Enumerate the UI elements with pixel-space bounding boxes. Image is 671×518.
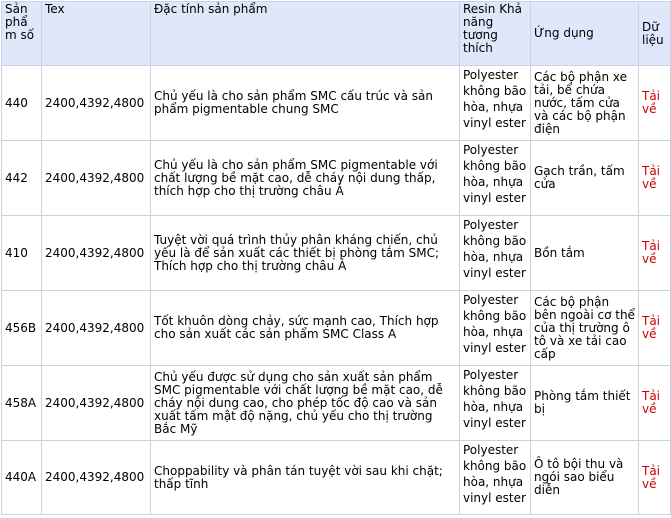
cell-resin: Polyester không bão hòa, nhựa vinyl ester [460, 366, 531, 441]
header-row [2, 2, 671, 66]
cell-product-no: 458A [2, 366, 42, 441]
cell-resin: Polyester không bão hòa, nhựa vinyl ester [460, 291, 531, 366]
cell-features: Chủ yếu được sử dụng cho sản xuất sản phẩm SMC pigmentable với chất lượng bề mặt cao, dễ cháy nội dung cao, cho phép tốc độ cao và sản xuất tấm mật độ nặng, chủ yếu cho thị trường Bắc Mỹ [151, 366, 460, 441]
cell-application: Các bộ phận bên ngoài cơ thể của thị trường ô tô và xe tải cao cấp [531, 291, 639, 366]
cell-data [639, 441, 671, 515]
header-resin: Resin Khả năng tương thích [460, 2, 531, 66]
table-body [2, 66, 671, 515]
cell-tex: 2400,4392,4800 [42, 216, 151, 291]
cell-resin: Polyester không bão hòa, nhựa vinyl ester [460, 216, 531, 291]
cell-application: Các bộ phận xe tải, bể chứa nước, tấm cửa và các bộ phận điện [531, 66, 639, 141]
cell-features: Choppability và phân tán tuyệt vời sau khi chặt; thấp tĩnh [151, 441, 460, 515]
cell-data [639, 291, 671, 366]
cell-resin: Polyester không bão hòa, nhựa vinyl ester [460, 66, 531, 141]
table-row [2, 366, 671, 441]
product-table [1, 1, 671, 515]
cell-features: Chủ yếu là cho sản phẩm SMC pigmentable với chất lượng bề mặt cao, dễ cháy nội dung thấp, thích hợp cho thị trường châu Á [151, 141, 460, 216]
cell-product-no: 440 [2, 66, 42, 141]
cell-tex: 2400,4392,4800 [42, 366, 151, 441]
table-row [2, 66, 671, 141]
cell-application: Gạch trần, tấm cửa [531, 141, 639, 216]
table-row [2, 141, 671, 216]
cell-features: Chủ yếu là cho sản phẩm SMC cấu trúc và sản phẩm pigmentable chung SMC [151, 66, 460, 141]
cell-resin: Polyester không bão hòa, nhựa vinyl ester [460, 141, 531, 216]
table-row [2, 441, 671, 515]
cell-product-no: 440A [2, 441, 42, 515]
cell-tex: 2400,4392,4800 [42, 66, 151, 141]
download-link[interactable]: Tải về [642, 389, 661, 416]
header-product-no: Sản phẩm số [2, 2, 42, 66]
download-link[interactable]: Tải về [642, 89, 661, 116]
download-link[interactable]: Tải về [642, 314, 661, 341]
cell-product-no: 442 [2, 141, 42, 216]
cell-application: Ô tô bội thu và ngói sao biểu diễn [531, 441, 639, 515]
header-application: Ứng dụng [531, 2, 639, 66]
cell-data [639, 66, 671, 141]
cell-tex: 2400,4392,4800 [42, 441, 151, 515]
table-row [2, 291, 671, 366]
table-row [2, 216, 671, 291]
cell-tex: 2400,4392,4800 [42, 141, 151, 216]
download-link[interactable]: Tải về [642, 463, 661, 491]
cell-product-no: 456B [2, 291, 42, 366]
cell-data [639, 216, 671, 291]
header-data: Dữ liệu [639, 2, 671, 66]
download-link[interactable]: Tải về [642, 239, 661, 266]
table-header [2, 2, 671, 66]
cell-resin: Polyester không bão hòa, nhựa vinyl ester [460, 441, 531, 515]
header-tex: Tex [42, 2, 151, 66]
cell-product-no: 410 [2, 216, 42, 291]
cell-application: Phòng tắm thiết bị [531, 366, 639, 441]
header-features: Đặc tính sản phẩm [151, 2, 460, 66]
cell-application: Bồn tắm [531, 216, 639, 291]
cell-tex: 2400,4392,4800 [42, 291, 151, 366]
cell-data [639, 141, 671, 216]
cell-features: Tốt khuôn dòng chảy, sức mạnh cao, Thích hợp cho sản xuất các sản phẩm SMC Class A [151, 291, 460, 366]
cell-data [639, 366, 671, 441]
download-link[interactable]: Tải về [642, 164, 661, 191]
cell-features: Tuyệt vời quá trình thủy phân kháng chiến, chủ yếu là để sản xuất các thiết bị phòng tắm SMC; Thích hợp cho thị trường châu Á [151, 216, 460, 291]
